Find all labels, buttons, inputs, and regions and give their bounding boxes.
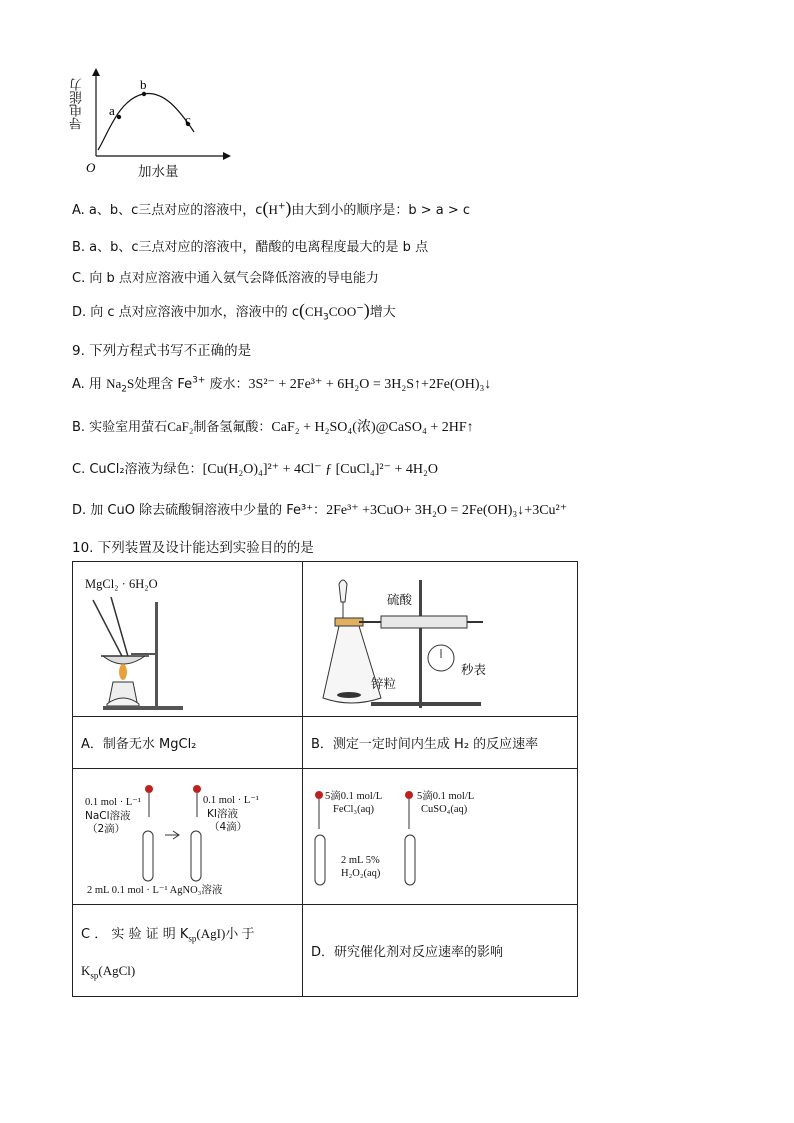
cell-c-caption: C ． 实 验 证 明 $K_{sp}(AgI)$小 于 $K_{sp}(AgCl)$ [73, 905, 303, 997]
q8-option-c: C. 向 b 点对应溶液中通入氨气会降低溶液的导电能力 [72, 271, 379, 286]
cell-c-figure: 0.1 mol · L⁻¹ NaCl溶液 （2滴） 0.1 mol · L⁻¹ KI溶液 （4滴） 2 mL 0.1 mol · L⁻¹ AgNO₃溶液 [73, 769, 303, 905]
q10-options-table [72, 561, 578, 997]
origin-label: O [86, 160, 96, 175]
cell-a-caption: A．制备无水 MgCl₂ [73, 717, 303, 769]
q9-option-d: D. 加 CuO 除去硫酸铜溶液中少量的 Fe³⁺：2Fe³⁺ +3CuO+ 3H₂O = 2Fe(OH)₃↓+3Cu²⁺ [72, 503, 568, 518]
mgcl2-label: MgCl₂ · 6H₂O [85, 577, 158, 591]
test-tube-figure [139, 783, 219, 893]
acid-label: 硫酸 [387, 592, 413, 607]
cell-d-figure: 5滴0.1 mol/L FeCl₃(aq) 5滴0.1 mol/L CuSO₄(aq) 2 mL 5% H₂O₂(aq) [303, 769, 578, 905]
label-a: a [109, 103, 115, 118]
conductivity-curve [98, 93, 194, 150]
stopwatch-label: 秒表 [461, 662, 487, 677]
label-b: b [140, 77, 147, 92]
q9-option-a: A. 用 $Na_2S$处理含 $Fe^{3+}$ 废水：3S²⁻ + 2Fe³⁺ + 6H₂O = 3H₂S↑+2Fe(OH)₃↓ [72, 375, 492, 395]
point-b [142, 92, 146, 96]
y-axis-label: 导电能力 [70, 78, 85, 130]
q9-option-c: C. CuCl₂溶液为绿色：[Cu(H₂O)₄]²⁺ + 4Cl⁻ ƒ [CuCl₄]²⁻ + 4H₂O [72, 462, 438, 477]
x-axis-label: 加水量 [138, 164, 179, 180]
q8-option-a: A. a、b、c三点对应的溶液中，c(H+)由大到小的顺序是：b > a > c [72, 198, 471, 218]
cell-b-figure [303, 562, 578, 717]
q8-option-d: D. 向 c 点对应溶液中加水，溶液中的 $c(CH_3COO^-)$增大 [72, 300, 396, 323]
agno3-label: 2 mL 0.1 mol · L⁻¹ AgNO₃溶液 [87, 885, 223, 896]
cell-a-figure [73, 562, 303, 717]
cell-d-caption: D．研究催化剂对反应速率的影响 [303, 905, 578, 997]
cell-b-caption: B．测定一定时间内生成 H₂ 的反应速率 [303, 717, 578, 769]
q9-option-b: B. 实验室用萤石CaF₂制备氢氟酸：CaF₂ + H₂SO₄(浓)@CaSO₄ + 2HF↑ [72, 419, 474, 435]
heating-apparatus-figure [83, 592, 183, 712]
q10-stem: 10. 下列装置及设计能达到实验目的的是 [72, 540, 314, 556]
q9-stem: 9. 下列方程式书写不正确的是 [72, 343, 252, 359]
q8-option-b: B. a、b、c三点对应的溶液中，醋酸的电离程度最大的是 b 点 [72, 240, 429, 255]
zinc-label: 锌粒 [371, 676, 397, 691]
point-a [117, 115, 121, 119]
label-c: c [185, 112, 191, 127]
